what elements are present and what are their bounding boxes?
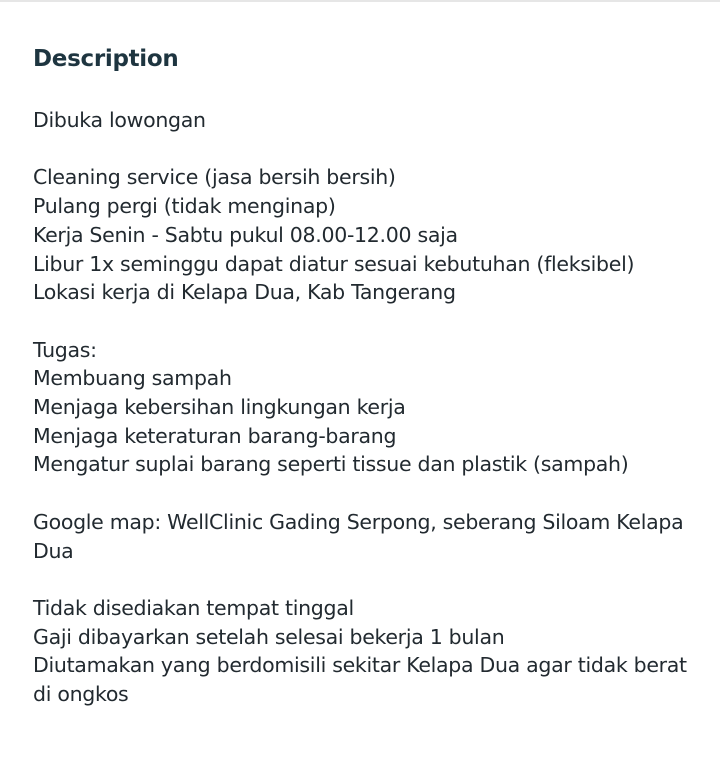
intro-text: Dibuka lowongan: [33, 108, 206, 132]
map-location-line: Google map: WellClinic Gading Serpong, seberang Siloam Kelapa: [33, 509, 684, 534]
note-line: Gaji dibayarkan setelah selesai bekerja 1 bulan: [33, 624, 505, 649]
detail-line: Cleaning service (jasa bersih bersih): [33, 165, 396, 190]
paragraph-gap: [33, 565, 693, 594]
paragraph-gap: [33, 479, 693, 508]
detail-line: Libur 1x seminggu dapat diatur sesuai kebutuhan (fleksibel): [33, 251, 635, 276]
task-item: Menjaga kebersihan lingkungan kerja: [33, 395, 406, 419]
note-line: di ongkos: [33, 682, 129, 706]
description-section: [33, 42, 693, 709]
paragraph-gap: [33, 135, 693, 164]
note-line: Diutamakan yang berdomisili sekitar Kelapa Dua agar tidak berat: [33, 653, 687, 678]
paragraph-gap: [33, 307, 693, 336]
note-line: Tidak disediakan tempat tinggal: [33, 595, 354, 620]
task-item: Mengatur suplai barang seperti tissue dan plastik (sampah): [33, 452, 629, 477]
description-body: [33, 106, 693, 709]
section-title: Description: [33, 46, 179, 72]
detail-line: Lokasi kerja di Kelapa Dua, Kab Tangerang: [33, 280, 456, 305]
task-item: Membuang sampah: [33, 366, 232, 391]
tasks-heading: Tugas:: [33, 337, 97, 362]
top-divider: [0, 0, 720, 2]
detail-line: Kerja Senin - Sabtu pukul 08.00-12.00 saja: [33, 222, 458, 247]
map-location-line: Dua: [33, 538, 74, 563]
detail-line: Pulang pergi (tidak menginap): [33, 194, 336, 219]
task-item: Menjaga keteraturan barang-barang: [33, 423, 397, 448]
